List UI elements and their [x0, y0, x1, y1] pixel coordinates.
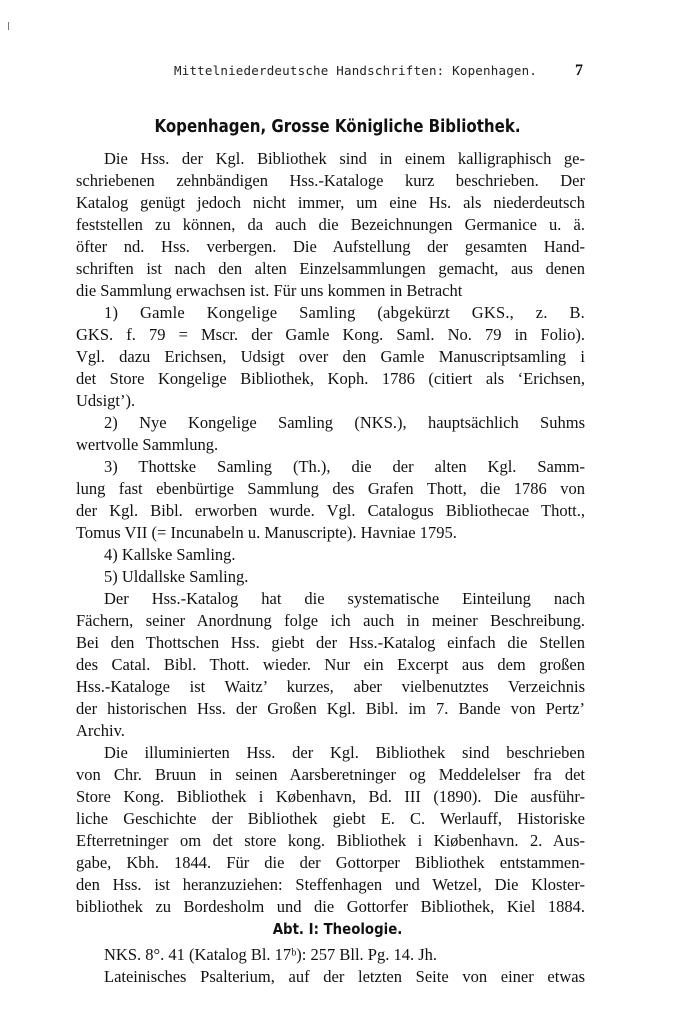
text-line: Hss.-Kataloge ist Waitz’ kurzes, aber vielbenutztes Verzeichnis	[76, 677, 585, 696]
text-line: bibliothek zu Bordesholm und die Gottorfer Bibliothek, Kiel 1884.	[76, 897, 585, 916]
text-line: schriften ist nach den alten Einzelsammlungen gemacht, aus denen	[76, 259, 585, 278]
text-line: der historischen Hss. der Großen Kgl. Bibl. im 7. Bande von Pertz’	[76, 699, 585, 718]
text-line: Die Hss. der Kgl. Bibliothek sind in einem kalligraphisch ge-	[104, 149, 585, 168]
text-line: 5) Uldallske Samling.	[104, 567, 249, 586]
text-line: Efterretninger om det store kong. Bibliothek i Kiøbenhavn. 2. Aus-	[76, 831, 585, 850]
text-line: feststellen zu können, da auch die Bezeichnungen Germanice u. ä.	[76, 215, 585, 234]
text-line: gabe, Kbh. 1844. Für die der Gottorper Bibliothek entstammen-	[76, 853, 585, 872]
text-line: wertvolle Sammlung.	[76, 435, 219, 454]
text-line: Fächern, seiner Anordnung folge ich auch in meiner Beschreibung.	[76, 611, 585, 630]
text-line: 1) Gamle Kongelige Samling (abgekürzt GKS., z. B.	[104, 303, 585, 322]
text-line: Udsigt’).	[76, 391, 136, 410]
text-line: Archiv.	[76, 721, 125, 740]
text-line: det Store Kongelige Bibliothek, Koph. 1786 (citiert als ‘Erichsen,	[76, 369, 585, 388]
margin-mark	[8, 22, 9, 30]
text-line: des Catal. Bibl. Thott. wieder. Nur ein Excerpt aus dem großen	[76, 655, 585, 674]
page-number: 7	[575, 62, 583, 79]
text-line: Die illuminierten Hss. der Kgl. Bibliothek sind beschrieben	[104, 743, 585, 762]
text-line: 3) Thottske Samling (Th.), die der alten Kgl. Samm-	[104, 457, 585, 476]
running-head: Mittelniederdeutsche Handschriften: Kopenhagen.	[174, 63, 538, 78]
text-line: von Chr. Bruun in seinen Aarsberetninger og Meddelelser fra det	[76, 765, 585, 784]
text-line: 2) Nye Kongelige Samling (NKS.), hauptsächlich Suhms	[104, 413, 585, 432]
section-heading: Abt. I: Theologie.	[272, 920, 403, 938]
text-line: den Hss. ist heranzuziehen: Steffenhagen und Wetzel, Die Kloster-	[76, 875, 585, 894]
text-line: 4) Kallske Samling.	[104, 545, 236, 564]
text-line: öfter nd. Hss. verbergen. Die Aufstellung der gesamten Hand-	[76, 237, 585, 256]
text-line: Katalog genügt jedoch nicht immer, um eine Hs. als niederdeutsch	[76, 193, 585, 212]
text-line: lung fast ebenbürtige Sammlung des Grafen Thott, die 1786 von	[76, 479, 585, 498]
text-line: Bei den Thottschen Hss. giebt der Hss.-Katalog einfach die Stellen	[76, 633, 585, 652]
page-title: Kopenhagen, Grosse Königliche Bibliothek.	[154, 117, 521, 137]
text-line: der Kgl. Bibl. erworben wurde. Vgl. Catalogus Bibliothecae Thott.,	[76, 501, 585, 520]
text-line: schriebenen zehnbändigen Hss.-Kataloge kurz beschrieben. Der	[76, 171, 585, 190]
entry-line: NKS. 8°. 41 (Katalog Bl. 17ᵇ): 257 Bll. Pg. 14. Jh.	[104, 945, 438, 964]
entry-line: Lateinisches Psalterium, auf der letzten Seite von einer etwas	[104, 967, 585, 986]
text-line: die Sammlung erwachsen ist. Für uns kommen in Betracht	[76, 281, 463, 300]
text-line: Der Hss.-Katalog hat die systematische Einteilung nach	[104, 589, 585, 608]
text-line: GKS. f. 79 = Mscr. der Gamle Kong. Saml. No. 79 in Folio).	[76, 325, 585, 344]
text-line: Tomus VII (= Incunabeln u. Manuscripte). Havniae 1795.	[76, 523, 457, 542]
text-line: Store Kong. Bibliothek i København, Bd. III (1890). Die ausführ-	[76, 787, 585, 806]
text-line: liche Geschichte der Bibliothek giebt E. C. Werlauff, Historiske	[76, 809, 585, 828]
text-line: Vgl. dazu Erichsen, Udsigt over den Gamle Manuscriptsamling i	[76, 347, 585, 366]
